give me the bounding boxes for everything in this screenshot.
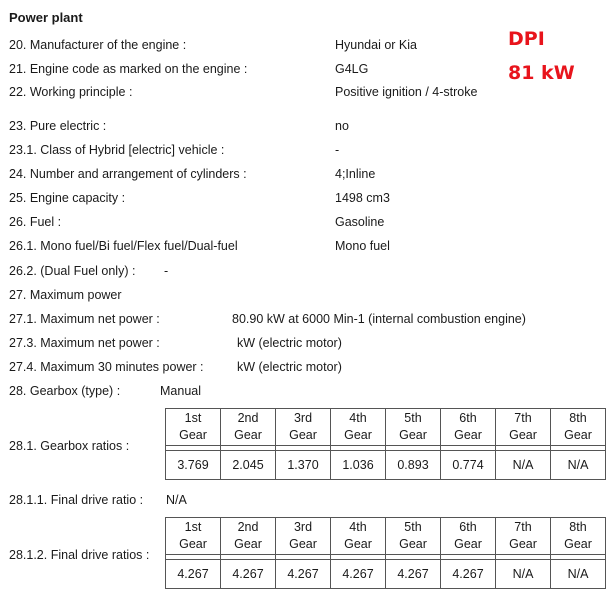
- gear-ratio-cell: 0.774: [441, 451, 496, 480]
- value-manufacturer: Hyundai or Kia: [335, 38, 417, 52]
- value-pure-electric: no: [335, 119, 349, 133]
- label-dual-fuel: 26.2. (Dual Fuel only) :: [9, 264, 136, 278]
- value-final-drive-ratio: N/A: [166, 493, 187, 507]
- label-fuel-type: 26.1. Mono fuel/Bi fuel/Flex fuel/Dual-fuel: [9, 239, 238, 253]
- final-drive-ratio-cell: N/A: [496, 560, 551, 589]
- gear-ratio-cell: N/A: [496, 451, 551, 480]
- label-final-drive-ratio: 28.1.1. Final drive ratio :: [9, 493, 144, 507]
- value-cylinders: 4;Inline: [335, 167, 376, 181]
- value-engine-code: G4LG: [335, 62, 369, 76]
- value-max-net-power-electric: kW (electric motor): [237, 336, 342, 350]
- gear-header: 1st Gear: [166, 409, 221, 446]
- gear-header: 3rd Gear: [276, 409, 331, 446]
- label-gearbox-type: 28. Gearbox (type) :: [9, 384, 121, 398]
- gear-header: 2nd Gear: [221, 518, 276, 555]
- label-gearbox-ratios: 28.1. Gearbox ratios :: [9, 439, 130, 453]
- gear-ratio-cell: 0.893: [386, 451, 441, 480]
- gear-header: 8th Gear: [551, 518, 606, 555]
- gear-ratio-cell: N/A: [551, 451, 606, 480]
- label-max-30min-power: 27.4. Maximum 30 minutes power :: [9, 360, 204, 374]
- gear-header: 7th Gear: [496, 518, 551, 555]
- gear-ratio-cell: 1.370: [276, 451, 331, 480]
- value-fuel-type: Mono fuel: [335, 239, 390, 253]
- label-engine-code: 21. Engine code as marked on the engine :: [9, 62, 248, 76]
- label-working-principle: 22. Working principle :: [9, 85, 133, 99]
- label-maximum-power: 27. Maximum power: [9, 288, 122, 302]
- final-drive-ratio-cell: N/A: [551, 560, 606, 589]
- gear-ratio-cell: 1.036: [331, 451, 386, 480]
- value-working-principle: Positive ignition / 4-stroke: [335, 85, 478, 99]
- label-max-net-power: 27.1. Maximum net power :: [9, 312, 160, 326]
- gear-header: 5th Gear: [386, 409, 441, 446]
- final-drive-ratios-table: [165, 517, 606, 589]
- label-final-drive-ratios: 28.1.2. Final drive ratios :: [9, 548, 150, 562]
- final-drive-ratio-cell: 4.267: [221, 560, 276, 589]
- gear-header: 5th Gear: [386, 518, 441, 555]
- value-max-30min-power: kW (electric motor): [237, 360, 342, 374]
- gear-header: 6th Gear: [441, 518, 496, 555]
- final-drive-ratio-cell: 4.267: [331, 560, 386, 589]
- label-max-net-power-electric: 27.3. Maximum net power :: [9, 336, 160, 350]
- value-dual-fuel: -: [164, 264, 169, 278]
- value-gearbox-type: Manual: [160, 384, 201, 398]
- final-drive-ratio-cell: 4.267: [386, 560, 441, 589]
- final-drive-ratio-cell: 4.267: [276, 560, 331, 589]
- gear-header: 7th Gear: [496, 409, 551, 446]
- value-fuel: Gasoline: [335, 215, 385, 229]
- gearbox-ratios-table: [165, 408, 606, 480]
- label-hybrid-class: 23.1. Class of Hybrid [electric] vehicle :: [9, 143, 225, 157]
- gear-header: 4th Gear: [331, 518, 386, 555]
- gear-ratio-cell: 3.769: [166, 451, 221, 480]
- label-cylinders: 24. Number and arrangement of cylinders :: [9, 167, 247, 181]
- gear-header: 2nd Gear: [221, 409, 276, 446]
- section-title: Power plant: [9, 10, 83, 25]
- final-drive-ratio-cell: 4.267: [441, 560, 496, 589]
- gear-header: 6th Gear: [441, 409, 496, 446]
- gear-header: 3rd Gear: [276, 518, 331, 555]
- gear-header: 1st Gear: [166, 518, 221, 555]
- stamp-dpi: DPI: [508, 28, 545, 50]
- label-fuel: 26. Fuel :: [9, 215, 62, 229]
- value-hybrid-class: -: [335, 143, 340, 157]
- gear-header: 8th Gear: [551, 409, 606, 446]
- label-manufacturer: 20. Manufacturer of the engine :: [9, 38, 187, 52]
- value-max-net-power: 80.90 kW at 6000 Min-1 (internal combustion engine): [232, 312, 526, 326]
- value-engine-capacity: 1498 cm3: [335, 191, 390, 205]
- gear-ratio-cell: 2.045: [221, 451, 276, 480]
- gear-header: 4th Gear: [331, 409, 386, 446]
- final-drive-ratio-cell: 4.267: [166, 560, 221, 589]
- stamp-power: 81 kW: [508, 62, 575, 84]
- label-engine-capacity: 25. Engine capacity :: [9, 191, 126, 205]
- label-pure-electric: 23. Pure electric :: [9, 119, 107, 133]
